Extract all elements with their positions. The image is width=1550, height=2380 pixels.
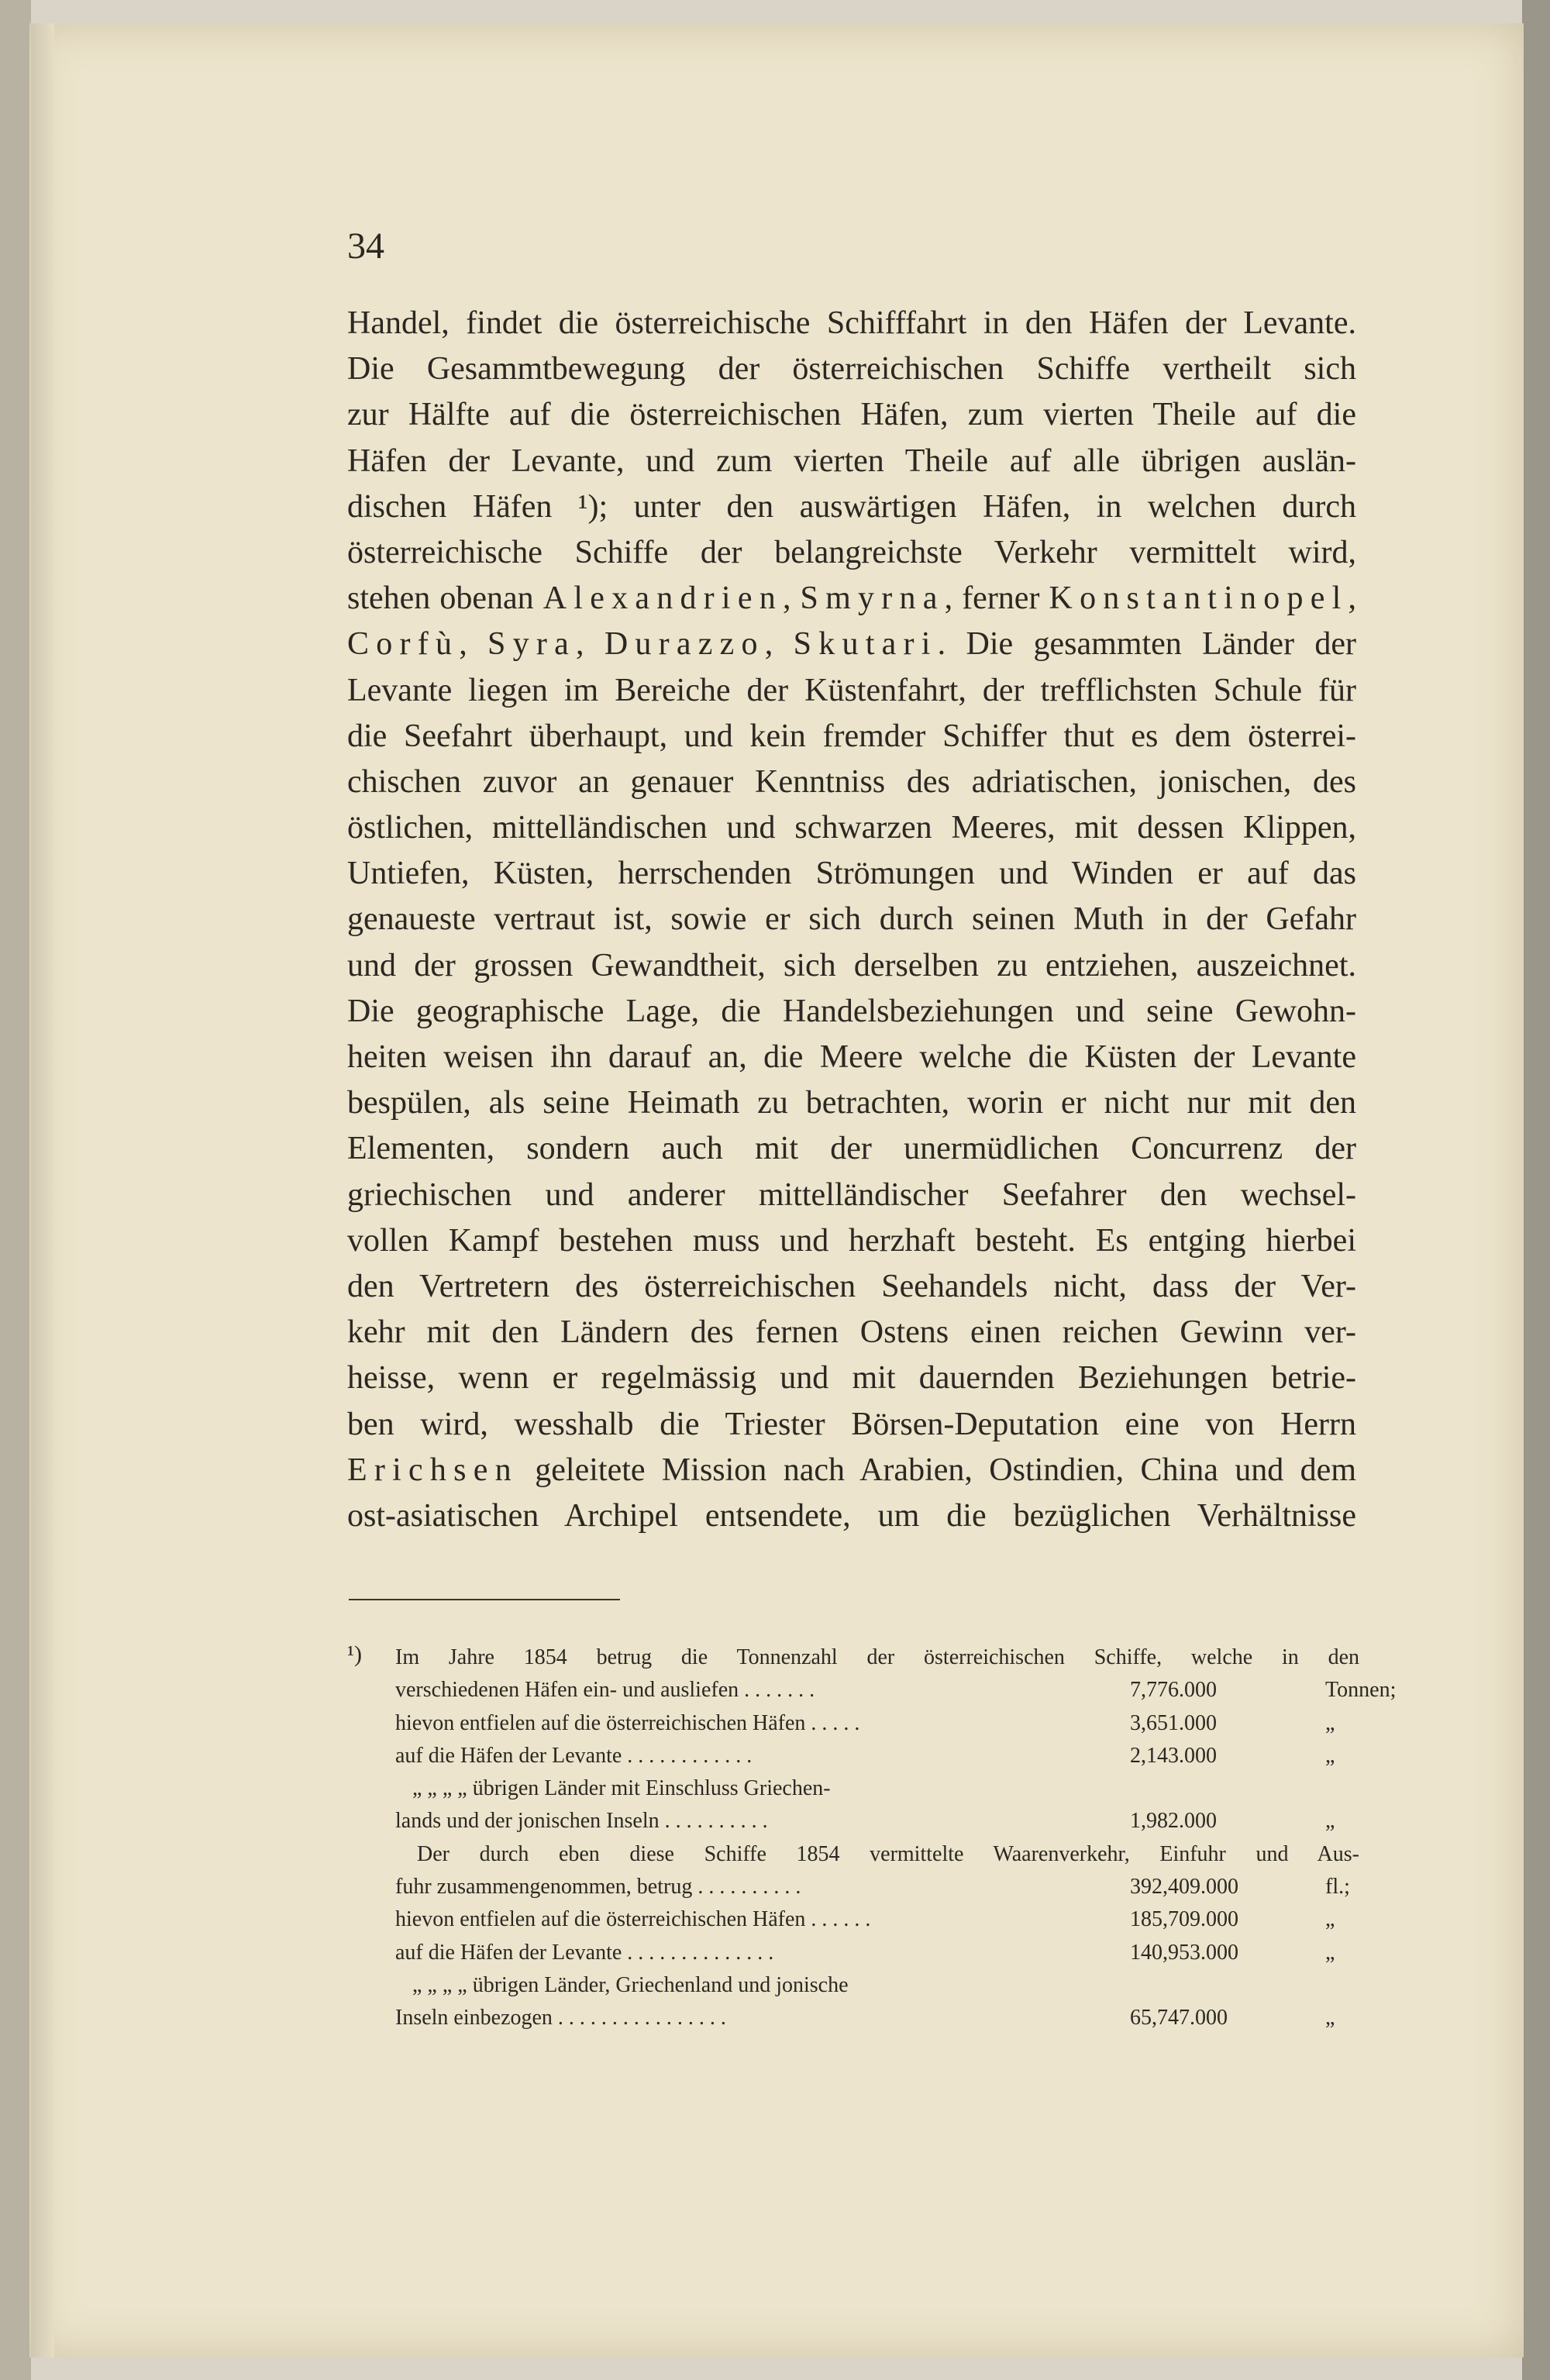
- text-line: Häfen der Levante, und zum vierten Theile auf alle übrigen auslän-: [347, 443, 1356, 479]
- footnote-value: 65,747.000: [1130, 2006, 1228, 2030]
- text-line: Levante liegen im Bereiche der Küstenfahrt, der trefflichsten Schule für: [347, 672, 1356, 708]
- text-line: östlichen, mittelländischen und schwarzen Meeres, mit dessen Klippen,: [347, 810, 1356, 846]
- footnote-value: 2,143.000: [1130, 1743, 1217, 1768]
- page-number: 34: [347, 226, 384, 267]
- text-line: genaueste vertraut ist, sowie er sich durch seinen Muth in der Gefahr: [347, 901, 1356, 938]
- text-line: österreichische Schiffe der belangreichste Verkehr vermittelt wird,: [347, 534, 1356, 570]
- footnote-label: lands und der jonischen Inseln . . . . . . . . . .: [395, 1809, 768, 1834]
- footnote-label: „ „ „ „ übrigen Länder mit Einschluss Griechen-: [412, 1776, 831, 1801]
- footnote-unit: fl.;: [1325, 1875, 1350, 1900]
- text-line: Handel, findet die österreichische Schifffahrt in den Häfen der Levante.: [347, 305, 1356, 341]
- text-line: griechischen und anderer mittelländischer Seefahrer den wechsel-: [347, 1176, 1356, 1213]
- text-line: zur Hälfte auf die österreichischen Häfen, zum vierten Theile auf die: [347, 397, 1356, 433]
- text-line: heiten weisen ihn darauf an, die Meere welche die Küsten der Levante: [347, 1039, 1356, 1075]
- footnote-label: auf die Häfen der Levante . . . . . . . . . . . .: [395, 1743, 753, 1768]
- text-line: dischen Häfen ¹); unter den auswärtigen Häfen, in welchen durch: [347, 488, 1356, 525]
- footnote-rule: [349, 1599, 620, 1600]
- footnote-unit: „: [1325, 1940, 1335, 1965]
- footnote-block: [347, 1641, 1397, 2035]
- footnote-row: [347, 1871, 1359, 1903]
- text-line: Die Gesammtbewegung der österreichischen Schiffe vertheilt sich: [347, 351, 1356, 387]
- spaced-name: Syra: [487, 626, 576, 663]
- text-line: Elementen, sondern auch mit der unermüdlichen Concurrenz der: [347, 1131, 1356, 1167]
- footnote-label: hievon entfielen auf die österreichischen Häfen . . . . .: [395, 1710, 860, 1735]
- spaced-name: Corfù: [347, 626, 460, 663]
- footnote-label: hievon entfielen auf die österreichischen Häfen . . . . . .: [395, 1907, 871, 1932]
- footnote-row: [347, 1805, 1359, 1838]
- footnote-unit: Tonnen;: [1325, 1678, 1397, 1703]
- text-line: bespülen, als seine Heimath zu betrachten, worin er nicht nur mit den: [347, 1085, 1356, 1121]
- footnote-text: Der durch eben diese Schiffe 1854 vermittelte Waarenverkehr, Einfuhr und Aus-: [417, 1841, 1359, 1866]
- footnote-unit: „: [1325, 1743, 1335, 1768]
- footnote-value: 392,409.000: [1130, 1875, 1238, 1900]
- footnote-row: [347, 1903, 1359, 1936]
- footnote-unit: „: [1325, 1710, 1335, 1735]
- spaced-name: Durazzo: [604, 626, 765, 663]
- footnote-unit: „: [1325, 2006, 1335, 2030]
- text-line: vollen Kampf bestehen muss und herzhaft besteht. Es entging hierbei: [347, 1222, 1356, 1259]
- footnote-marker: ¹): [347, 1641, 362, 1667]
- footnote-row: [347, 1937, 1359, 1969]
- text-line: chischen zuvor an genauer Kenntniss des adriatischen, jonischen, des: [347, 763, 1356, 800]
- footnote-row: [347, 1674, 1397, 1707]
- text-line: und der grossen Gewandtheit, sich derselben zu entziehen, auszeichnet.: [347, 947, 1356, 983]
- spaced-name: Skutari: [793, 626, 938, 663]
- footnote-row: [347, 1641, 1359, 1674]
- footnote-label: Inseln einbezogen . . . . . . . . . . . . . . . .: [395, 2006, 726, 2030]
- footnote-value: 7,776.000: [1130, 1678, 1217, 1703]
- text-line: heisse, wenn er regelmässig und mit dauernden Beziehungen betrie-: [347, 1360, 1356, 1397]
- text-line: kehr mit den Ländern des fernen Ostens einen reichen Gewinn ver-: [347, 1314, 1356, 1351]
- text-line-with-spaced-names: Corfù, Syra, Durazzo, Skutari. Die gesammten Länder der: [347, 626, 1356, 663]
- page-gutter: [31, 23, 54, 2358]
- spaced-name: Smyrna: [800, 580, 945, 617]
- footnote-row: [347, 1707, 1359, 1740]
- scan-background-edge: [1522, 0, 1550, 2380]
- text-line: den Vertretern des österreichischen Seehandels nicht, dass der Ver-: [347, 1268, 1356, 1304]
- footnote-row: [347, 2002, 1359, 2034]
- footnote-row: [347, 1969, 1359, 2002]
- footnote-label: auf die Häfen der Levante . . . . . . . . . . . . . .: [395, 1940, 774, 1965]
- footnote-row: [347, 1772, 1359, 1805]
- text-line: die Seefahrt überhaupt, und kein fremder Schiffer thut es dem österrei-: [347, 718, 1356, 754]
- spaced-name: Konstantinopel: [1049, 580, 1348, 617]
- spaced-name: Alexandrien: [542, 580, 783, 617]
- text-line: ost-asiatischen Archipel entsendete, um die bezüglichen Verhältnisse: [347, 1497, 1356, 1534]
- footnote-text: Im Jahre 1854 betrug die Tonnenzahl der österreichischen Schiffe, welche in den: [395, 1645, 1359, 1669]
- footnote-row: [347, 1740, 1359, 1772]
- text-line: Untiefen, Küsten, herrschenden Strömungen und Winden er auf das: [347, 856, 1356, 892]
- footnote-label: „ „ „ „ übrigen Länder, Griechenland und jonische: [412, 1972, 849, 1997]
- footnote-value: 140,953.000: [1130, 1940, 1238, 1965]
- footnote-value: 3,651.000: [1130, 1710, 1217, 1735]
- footnote-value: 1,982.000: [1130, 1809, 1217, 1834]
- text-line: Die geographische Lage, die Handelsbeziehungen und seine Gewohn-: [347, 993, 1356, 1029]
- footnote-unit: „: [1325, 1907, 1335, 1932]
- footnote-row: [347, 1838, 1359, 1871]
- footnote-label: verschiedenen Häfen ein- und ausliefen . . . . . . .: [395, 1678, 815, 1703]
- text-line-with-spaced-names: stehen obenan Alexandrien, Smyrna, ferner Konstantinopel,: [347, 580, 1356, 617]
- footnote-value: 185,709.000: [1130, 1907, 1238, 1932]
- book-spine: [0, 0, 31, 2380]
- footnote-unit: „: [1325, 1809, 1335, 1834]
- footnote-label: fuhr zusammengenommen, betrug . . . . . . . . . .: [395, 1875, 801, 1900]
- body-text: [347, 301, 1356, 1539]
- spaced-name: Erichsen: [347, 1452, 518, 1488]
- text-line: ben wird, wesshalb die Triester Börsen-Deputation eine von Herrn: [347, 1406, 1356, 1442]
- text-line-with-spaced-names: Erichsen geleitete Mission nach Arabien, Ostindien, China und dem: [347, 1452, 1356, 1488]
